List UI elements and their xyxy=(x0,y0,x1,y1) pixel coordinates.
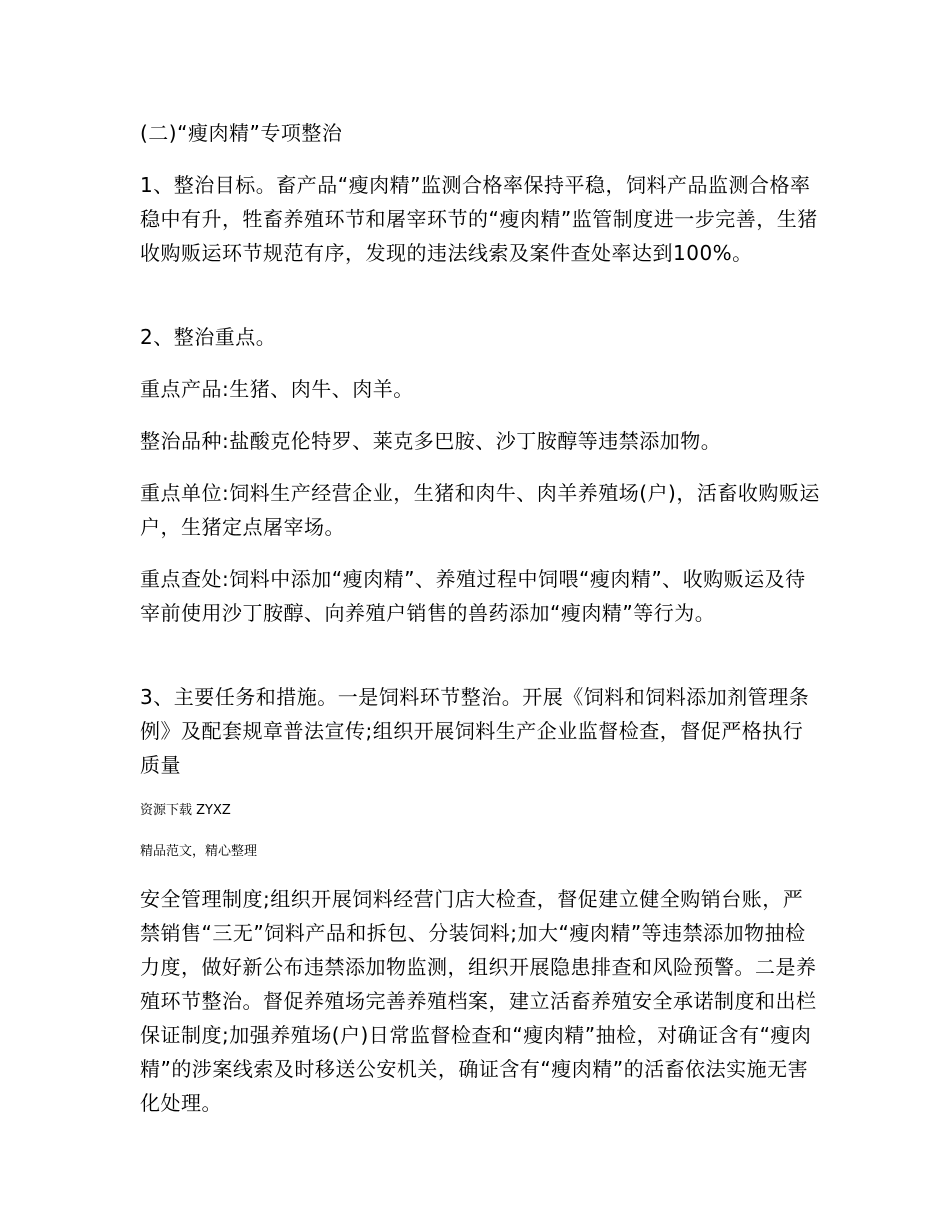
paragraph-key-units: 重点单位:饲料生产经营企业，生猪和肉牛、肉羊养殖场(户)，活畜收购贩运户，生猪定点屠宰场。 xyxy=(140,481,820,539)
paragraph-focus-title: 2、整治重点。 xyxy=(140,325,277,349)
paragraph-target-substances: 整治品种:盐酸克伦特罗、莱克多巴胺、沙丁胺醇等违禁添加物。 xyxy=(140,429,722,453)
section-heading: (二)“瘦肉精”专项整治 xyxy=(140,121,343,145)
watermark-curated: 精品范文，精心整理 xyxy=(140,844,258,859)
paragraph-key-violations: 重点查处:饲料中添加“瘦肉精”、养殖过程中饲喂“瘦肉精”、收购贩运及待宰前使用沙丁胺醇、向养殖户销售的兽药添加“瘦肉精”等行为。 xyxy=(140,567,806,625)
paragraph-tasks-measures: 3、主要任务和措施。一是饲料环节整治。开展《饲料和饲料添加剂管理条例》及配套规章普法宣传;组织开展饲料生产企业监督检查，督促严格执行质量 xyxy=(140,685,810,777)
paragraph-objective: 1、整治目标。畜产品“瘦肉精”监测合格率保持平稳，饲料产品监测合格率稳中有升，牲畜养殖环节和屠宰环节的“瘦肉精”监管制度进一步完善，生猪收购贩运环节规范有序，发现的违法线索及案件查处率达到100%。 xyxy=(140,173,818,265)
watermark-download: 资源下载 ZYXZ xyxy=(140,803,231,818)
paragraph-key-products: 重点产品:生猪、肉牛、肉羊。 xyxy=(140,377,414,401)
paragraph-continued: 安全管理制度;组织开展饲料经营门店大检查，督促建立健全购销台账，严禁销售“三无”饲料产品和拆包、分装饲料;加大“瘦肉精”等违禁添加物抽检力度，做好新公布违禁添加物监测，组织开展隐患排查和风险预警。二是养殖环节整治。督促养殖场完善养殖档案，建立活畜养殖安全承诺制度和出栏保证制度;加强养殖场(户)日常监督检查和“瘦肉精”抽检，对确证含有“瘦肉精”的涉案线索及时移送公安机关，确证含有“瘦肉精”的活畜依法实施无害化处理。 xyxy=(140,887,817,1115)
